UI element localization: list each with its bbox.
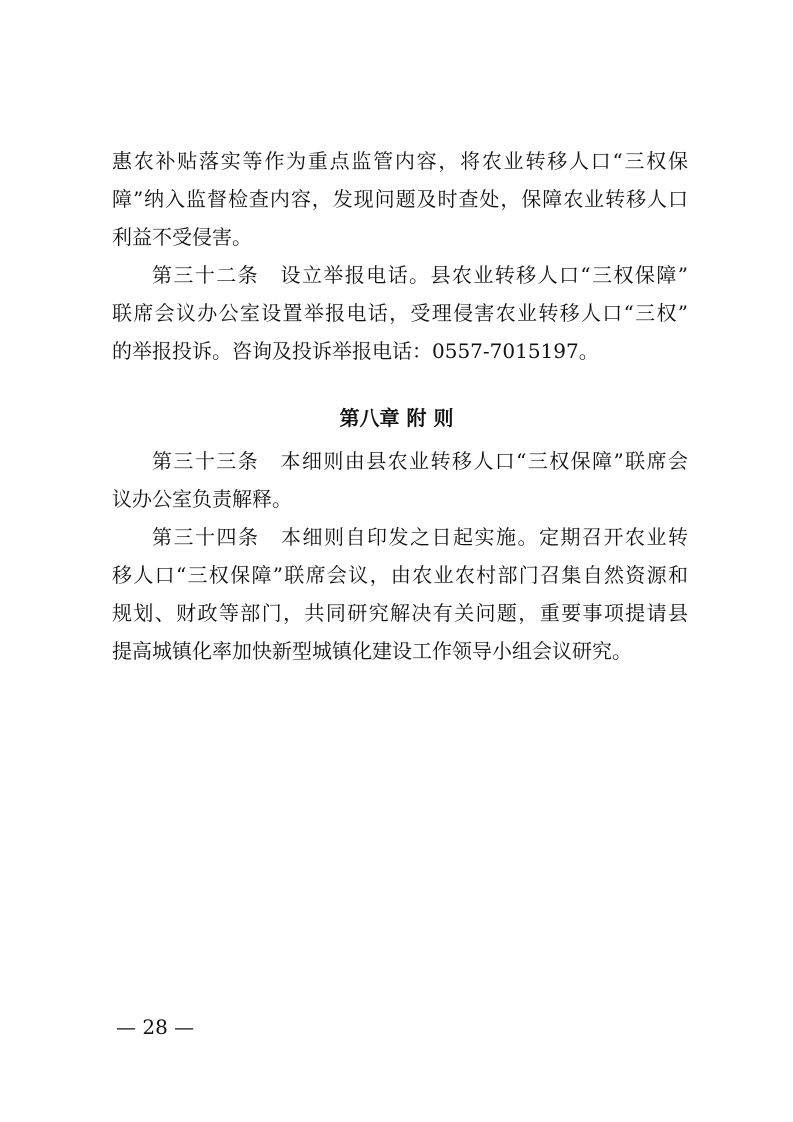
paragraph-line: 联席会议办公室设置举报电话，受理侵害农业转移人口“三权” [112, 301, 688, 325]
paragraph-line: 惠农补贴落实等作为重点监管内容，将农业转移人口“三权保 [112, 149, 688, 173]
paragraph-line: 障”纳入监督检查内容，发现问题及时查处，保障农业转移人口 [112, 187, 688, 211]
paragraph-line: 议办公室负责解释。 [112, 487, 292, 511]
chapter-heading: 第八章 附 则 [339, 406, 454, 430]
paragraph-line: 利益不受侵害。 [112, 225, 252, 249]
paragraph-line: 移人口“三权保障”联席会议，由农业农村部门召集自然资源和 [112, 563, 688, 587]
article-34-line: 第三十四条 本细则自印发之日起实施。定期召开农业转 [152, 525, 688, 549]
article-33-line: 第三十三条 本细则由县农业转移人口“三权保障”联席会 [152, 449, 688, 473]
paragraph-line: 规划、财政等部门，共同研究解决有关问题，重要事项提请县 [112, 601, 688, 625]
article-32-line: 第三十二条 设立举报电话。县农业转移人口“三权保障” [152, 263, 688, 287]
paragraph-line: 提高城镇化率加快新型城镇化建设工作领导小组会议研究。 [112, 639, 632, 663]
page-number: — 28 — [116, 1015, 195, 1039]
hotline-line: 的举报投诉。咨询及投诉举报电话：0557-7015197。 [112, 339, 599, 363]
